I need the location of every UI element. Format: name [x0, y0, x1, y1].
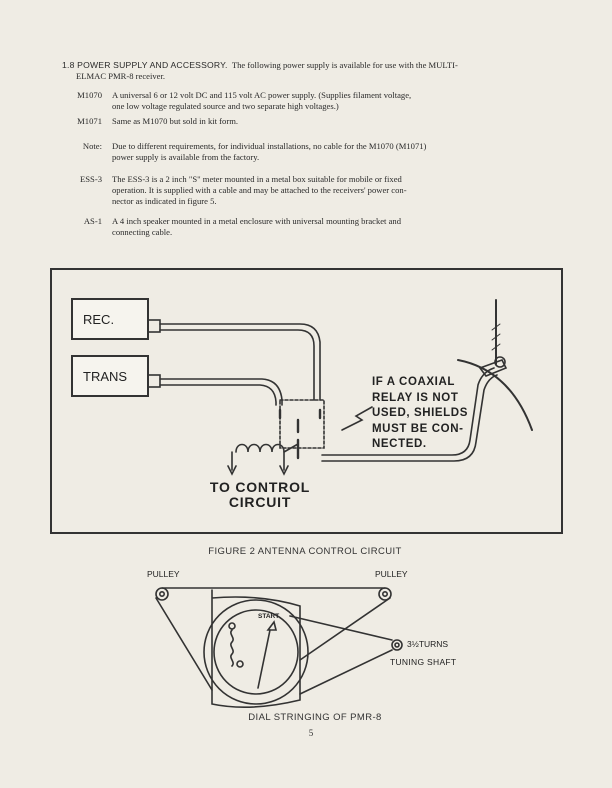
section-heading: 1.8 POWER SUPPLY AND ACCESSORY. [62, 60, 228, 70]
note-line: MUST BE CON- [372, 422, 464, 435]
tuning-shaft-label: TUNING SHAFT [390, 657, 457, 667]
lightning-arrow-icon [342, 407, 372, 430]
section-intro-line2: ELMAC PMR-8 receiver. [76, 71, 166, 81]
relay-coil [236, 445, 284, 453]
turns-label: 3½TURNS [407, 639, 449, 649]
tuning-shaft-hub [395, 643, 399, 647]
start-arrow-icon [268, 622, 276, 630]
dial-frame [212, 590, 300, 707]
control-line: TO CONTROL [209, 479, 311, 495]
start-label: START [258, 613, 280, 620]
tuning-shaft [392, 640, 402, 650]
pulley-left [156, 588, 168, 600]
control-circuit-label [200, 480, 320, 510]
entry-key: AS-1 [83, 216, 102, 226]
arrow-icon [228, 466, 288, 474]
rec-cable [160, 324, 320, 400]
coaxial-note [372, 375, 468, 453]
entry-line: Same as M1070 but sold in kit form. [112, 116, 239, 126]
figure-2-caption: FIGURE 2 ANTENNA CONTROL CIRCUIT [208, 546, 402, 557]
dial-string-inner [258, 630, 270, 688]
dial-drum [204, 600, 308, 704]
rec-cable-inner [160, 330, 314, 400]
rec-label: REC. [83, 311, 115, 327]
dial-string [156, 598, 212, 690]
pulley-right-label: PULLEY [375, 569, 408, 579]
relay-box [280, 400, 324, 448]
note-line: RELAY IS NOT [372, 391, 459, 404]
note-line: USED, SHIELDS [372, 407, 468, 419]
spring-anchor [229, 623, 235, 629]
pulley-left-label: PULLEY [147, 569, 180, 579]
entry-key: M1071 [77, 116, 102, 126]
entry-line: one low voltage regulated source and two separate high voltages.) [112, 101, 339, 111]
note-line: IF A COAXIAL [372, 376, 456, 388]
entry-key: Note: [82, 141, 102, 151]
trans-cable [160, 379, 282, 405]
rec-connector [148, 320, 160, 332]
trans-connector [148, 375, 160, 387]
entry-line: power supply is available from the factory. [112, 152, 260, 162]
entry-key: M1070 [77, 90, 102, 100]
control-line: CIRCUIT [228, 494, 292, 510]
entry-key: ESS-3 [80, 174, 102, 184]
section-intro-line1: The following power supply is available for use with the MULTI- [231, 60, 458, 70]
dial-drum-inner [214, 610, 298, 694]
entry-line: nector as indicated in figure 5. [112, 196, 217, 206]
trans-cable-inner [160, 385, 276, 405]
dial-string [300, 650, 392, 694]
spring-anchor [237, 661, 243, 667]
entry-line: connecting cable. [112, 227, 173, 237]
entry-line: A 4 inch speaker mounted in a metal enclosure with universal mounting bracket and [112, 216, 402, 226]
entry-line: A universal 6 or 12 volt DC and 115 volt AC power supply. (Supplies filament voltage, [112, 90, 412, 100]
note-line: NECTED. [372, 438, 427, 450]
dial-spring [231, 630, 233, 666]
entry-line: The ESS-3 is a 2 inch "S" meter mounted in a metal box suitable for mobile or fixed [112, 174, 402, 184]
pulley-right-hub [383, 592, 387, 596]
pulley-left-hub [160, 592, 164, 596]
vehicle-body [458, 360, 532, 430]
entry-line: Due to different requirements, for individual installations, no cable for the M1070 (M1071) [112, 141, 427, 151]
entry-line: operation. It is supplied with a cable and may be attached to the receivers' power con- [112, 185, 407, 195]
dial-caption: DIAL STRINGING OF PMR-8 [248, 712, 382, 723]
trans-label: TRANS [83, 368, 128, 384]
page-number: 5 [308, 728, 314, 738]
